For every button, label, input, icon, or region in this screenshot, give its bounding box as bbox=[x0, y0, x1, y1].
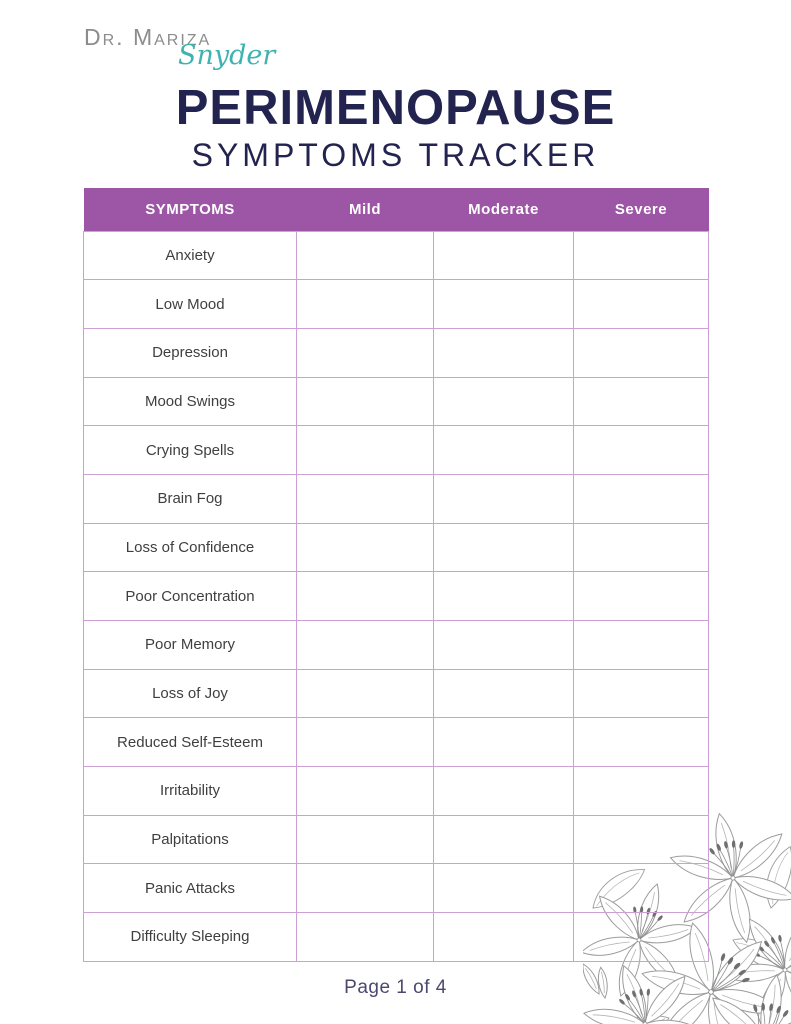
severe-mark-cell[interactable] bbox=[574, 913, 709, 962]
severe-mark-cell[interactable] bbox=[574, 718, 709, 767]
moderate-mark-cell[interactable] bbox=[434, 426, 574, 475]
severe-mark-cell[interactable] bbox=[574, 864, 709, 913]
table-row bbox=[84, 913, 709, 962]
severe-mark-cell[interactable] bbox=[574, 523, 709, 572]
brand-logo bbox=[84, 24, 314, 80]
column-header-moderate: Moderate bbox=[434, 188, 574, 231]
mild-mark-cell[interactable] bbox=[297, 621, 434, 670]
symptom-cell: Panic Attacks bbox=[84, 864, 297, 913]
symptom-cell: Palpitations bbox=[84, 815, 297, 864]
mild-mark-cell[interactable] bbox=[297, 280, 434, 329]
moderate-mark-cell[interactable] bbox=[434, 231, 574, 280]
mild-mark-cell[interactable] bbox=[297, 572, 434, 621]
page-subtitle: SYMPTOMS TRACKER bbox=[191, 137, 600, 173]
symptom-cell: Difficulty Sleeping bbox=[84, 913, 297, 962]
column-header-symptoms: SYMPTOMS bbox=[84, 188, 297, 231]
severe-mark-cell[interactable] bbox=[574, 280, 709, 329]
table-row bbox=[84, 767, 709, 816]
severe-mark-cell[interactable] bbox=[574, 377, 709, 426]
mild-mark-cell[interactable] bbox=[297, 328, 434, 377]
moderate-mark-cell[interactable] bbox=[434, 718, 574, 767]
column-header-mild: Mild bbox=[297, 188, 434, 231]
table-row bbox=[84, 621, 709, 670]
column-header-severe: Severe bbox=[574, 188, 709, 231]
moderate-mark-cell[interactable] bbox=[434, 572, 574, 621]
table-row bbox=[84, 864, 709, 913]
symptoms-tracker-table bbox=[83, 188, 709, 962]
table-row bbox=[84, 474, 709, 523]
symptom-cell: Irritability bbox=[84, 767, 297, 816]
symptom-cell: Loss of Joy bbox=[84, 669, 297, 718]
moderate-mark-cell[interactable] bbox=[434, 767, 574, 816]
page-number: Page 1 of 4 bbox=[344, 977, 447, 998]
symptom-cell: Low Mood bbox=[84, 280, 297, 329]
moderate-mark-cell[interactable] bbox=[434, 474, 574, 523]
moderate-mark-cell[interactable] bbox=[434, 328, 574, 377]
mild-mark-cell[interactable] bbox=[297, 669, 434, 718]
page-title: PERIMENOPAUSE bbox=[175, 81, 616, 135]
mild-mark-cell[interactable] bbox=[297, 913, 434, 962]
severe-mark-cell[interactable] bbox=[574, 767, 709, 816]
table-row bbox=[84, 280, 709, 329]
severe-mark-cell[interactable] bbox=[574, 572, 709, 621]
severe-mark-cell[interactable] bbox=[574, 328, 709, 377]
moderate-mark-cell[interactable] bbox=[434, 523, 574, 572]
table-row bbox=[84, 523, 709, 572]
mild-mark-cell[interactable] bbox=[297, 767, 434, 816]
symptom-cell: Depression bbox=[84, 328, 297, 377]
table-row bbox=[84, 328, 709, 377]
symptom-cell: Reduced Self-Esteem bbox=[84, 718, 297, 767]
mild-mark-cell[interactable] bbox=[297, 718, 434, 767]
table-row bbox=[84, 377, 709, 426]
severe-mark-cell[interactable] bbox=[574, 474, 709, 523]
moderate-mark-cell[interactable] bbox=[434, 280, 574, 329]
mild-mark-cell[interactable] bbox=[297, 377, 434, 426]
symptom-cell: Crying Spells bbox=[84, 426, 297, 475]
symptom-cell: Anxiety bbox=[84, 231, 297, 280]
logo-script-text: Snyder bbox=[178, 40, 276, 71]
symptom-cell: Mood Swings bbox=[84, 377, 297, 426]
mild-mark-cell[interactable] bbox=[297, 523, 434, 572]
severe-mark-cell[interactable] bbox=[574, 231, 709, 280]
table-row bbox=[84, 572, 709, 621]
table-header-row bbox=[84, 188, 709, 231]
moderate-mark-cell[interactable] bbox=[434, 377, 574, 426]
severe-mark-cell[interactable] bbox=[574, 669, 709, 718]
symptom-cell: Brain Fog bbox=[84, 474, 297, 523]
table-row bbox=[84, 231, 709, 280]
moderate-mark-cell[interactable] bbox=[434, 621, 574, 670]
table-row bbox=[84, 426, 709, 475]
moderate-mark-cell[interactable] bbox=[434, 815, 574, 864]
mild-mark-cell[interactable] bbox=[297, 426, 434, 475]
symptom-cell: Poor Concentration bbox=[84, 572, 297, 621]
mild-mark-cell[interactable] bbox=[297, 864, 434, 913]
moderate-mark-cell[interactable] bbox=[434, 913, 574, 962]
moderate-mark-cell[interactable] bbox=[434, 864, 574, 913]
table-row bbox=[84, 669, 709, 718]
mild-mark-cell[interactable] bbox=[297, 815, 434, 864]
symptom-cell: Loss of Confidence bbox=[84, 523, 297, 572]
mild-mark-cell[interactable] bbox=[297, 231, 434, 280]
symptom-cell: Poor Memory bbox=[84, 621, 297, 670]
severe-mark-cell[interactable] bbox=[574, 621, 709, 670]
moderate-mark-cell[interactable] bbox=[434, 669, 574, 718]
severe-mark-cell[interactable] bbox=[574, 815, 709, 864]
table-row bbox=[84, 815, 709, 864]
table-row bbox=[84, 718, 709, 767]
severe-mark-cell[interactable] bbox=[574, 426, 709, 475]
logo-primary-text: Dr. Mariza bbox=[84, 24, 212, 50]
mild-mark-cell[interactable] bbox=[297, 474, 434, 523]
